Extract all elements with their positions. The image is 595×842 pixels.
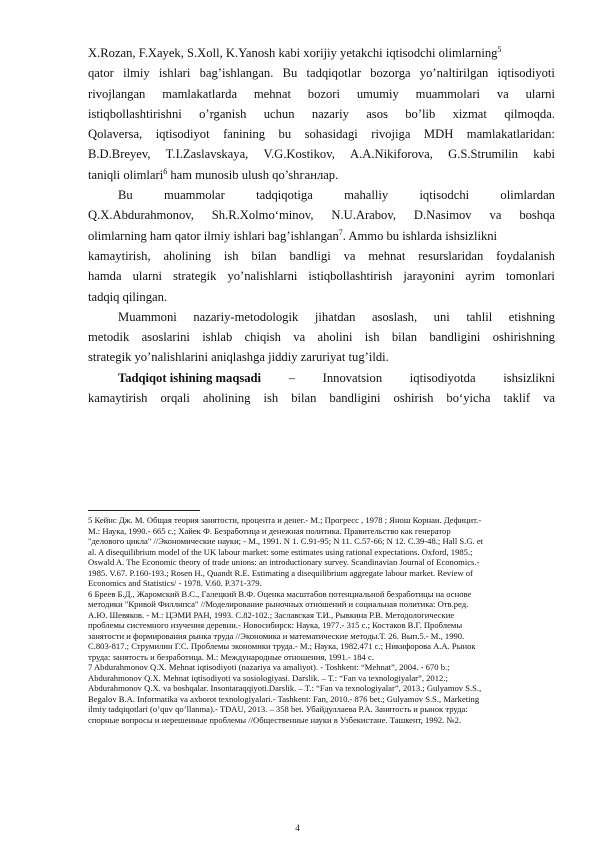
word: uni: [433, 309, 450, 324]
word: aholining: [202, 391, 251, 406]
footnotes: [88, 515, 555, 725]
word: jarayonini: [403, 269, 455, 284]
word: kabi: [533, 147, 555, 162]
footnote-line: ilmiy tadqiqotlari (o’quv qo’llanma).- TDAU, 2013. – 358 bet. Убайдуллаева Р.А. Занятость и рынок труда:: [88, 704, 468, 714]
word: T.I.Zaslavskaya,: [165, 147, 249, 162]
text-line: [88, 287, 555, 307]
word: ularni: [132, 269, 162, 284]
word: sohasidagi: [304, 127, 358, 142]
word: V.G.Kostikov,: [263, 147, 335, 162]
word: bilan: [251, 248, 277, 263]
word: tahlil: [466, 309, 493, 324]
footnote-line: al. A disequilibrium model of the UK labour market: some estimates using rational expectations. Oxford, 1985.;: [88, 546, 473, 557]
word: rivojiga: [371, 127, 411, 142]
footnote-line: методики "Кривой Филлипса" //Моделирование рыночных отношений и социальная политика: Отв.ред.: [88, 599, 469, 609]
word: bozori: [307, 86, 340, 101]
word: Bu: [282, 66, 298, 81]
word: resurslaridan: [418, 248, 484, 263]
word: bilan: [391, 330, 417, 345]
footnote-line: 1985. V.67. P.160-193.; Rosen H., Quandt R.E. Estimating a disequilibrium aggregate labour market. Review of: [88, 567, 473, 578]
word: muammolari: [415, 86, 481, 101]
word: bo‘yicha: [446, 391, 491, 406]
word: umumiy: [356, 86, 399, 101]
word: va: [496, 86, 509, 101]
word: ularni: [525, 86, 555, 101]
text-line: [88, 307, 555, 327]
word: ish: [223, 248, 239, 263]
word: kamaytirish,: [88, 248, 151, 263]
text-line: [88, 84, 555, 104]
footnote-line: Abdurahmonov Q.X. Mehnat iqtisodiyoti va sosiologiyasi. Darslik. – T.: “Fan va texnologiyalar”, 2012.;: [88, 672, 448, 683]
word: bo’lib: [405, 106, 436, 121]
word: uchun: [263, 106, 295, 121]
footnote-line: А.Ю. Шевяков. - М.: ЦЭМИ РАН, 1993. С.82-102.; Заславская Т.И., Рывкина Р.В. Методологические: [88, 609, 455, 620]
bold-lead: Tadqiqot ishining maqsadi: [118, 370, 262, 385]
word: Innovatsion: [322, 370, 383, 385]
text-line: [88, 63, 555, 83]
footnote-line: С.803-817.; Струмилин Г.С. Проблемы экономики труда.- М.; Наука, 1982.471 с.; Никифорова А.А. Рынок: [88, 641, 476, 651]
word: bandligi: [289, 248, 331, 263]
footnote-line: М.: Наука, 1990.- 665 с.; Хайек Ф. Безработица и денежная политика. Правительство как генератор: [88, 525, 451, 536]
word: chiqish: [244, 330, 281, 345]
word: ishlab: [202, 330, 233, 345]
footnote-line: "делового цикла" //Экономические науки; - М., 1991. N 1. С.91-95; N 11. С.57-66; N 12. С.39-48.; Hall S.G. et: [88, 536, 484, 546]
footnote-separator: [88, 510, 200, 511]
word: bozorga: [370, 66, 411, 81]
word: ilmiy: [123, 66, 150, 81]
word: istiqbollashtirish: [308, 269, 393, 284]
word: bandligini: [329, 391, 381, 406]
text-line: [88, 347, 555, 367]
word: oshirishning: [492, 330, 555, 345]
word: mamlakatlarda: [162, 86, 238, 101]
word: metodik: [88, 330, 130, 345]
line-text: strategik yo’nalishlarini aniqlashga jiddiy zaruriyat tug’ildi.: [88, 350, 389, 365]
footnote-line: 5 Кейнс Дж. М. Общая теория занятости, процента и денег.- М.; Прогресс , 1978 ; Янош Корнаи. Дефицит.-: [88, 515, 482, 525]
footnote-ref: 6: [163, 166, 168, 176]
word: o’rganish: [199, 106, 247, 121]
word: asoslash,: [371, 309, 418, 324]
footnote-line: Abdurahmonov Q.X. va boshqalar. Insontaraqqiyoti.Darslik. – T.: “Fan va texnologiyalar”, 2013.; Gulyamov S.S.,: [88, 683, 482, 693]
word: nazariy: [311, 106, 349, 121]
word: hamda: [88, 269, 122, 284]
footnote-line: 7 Abdurahmonov Q.X. Mehnat iqtisodiyoti (nazariya va amaliyot). - Toshkent: “Mehnat”, 2004. - 670 b.;: [88, 662, 450, 672]
word: bandligini: [429, 330, 481, 345]
word: Sh.R.Xolmo‘minov,: [211, 208, 314, 223]
word: mamlakatlaridan:: [466, 127, 555, 142]
word: kamaytirish: [88, 391, 148, 406]
footnote-line: Economics and Statistics/ - 1978. V.60. P.371-379.: [88, 578, 262, 588]
word: Muammoni: [118, 309, 177, 324]
text-line: [88, 226, 555, 246]
word: iqtisodiyoti: [497, 66, 555, 81]
line-text-cont: . Ammo bu ishlarda ishsizlikni: [342, 228, 498, 243]
word: ishsizlikni: [503, 370, 555, 385]
word: va: [489, 208, 502, 223]
word: MDH: [423, 127, 454, 142]
footnote-line: занятости и формирования рынка труда //Экономика и математические методы.Т. 26. Вып.5.- М., 1990.: [88, 630, 465, 641]
line-text: taniqli olimlari: [88, 167, 164, 182]
footnote-line: Oswald A. The Economic theory of trade unions: an introductionary survey. Scandinavian Journal of Economics.-: [88, 557, 480, 567]
word: iqtisodiyotda: [409, 370, 476, 385]
text-line: [88, 124, 555, 144]
word: bag’ishlangan.: [199, 66, 274, 81]
word: Bu: [118, 188, 133, 203]
footnote-line: Begalov B.A. Informatika va axborot texnologiyalari.- Tashkent: Fan, 2010.- 876 bet.; Gulyamov S.S., Marketing: [88, 693, 480, 704]
footnote-line: труда: занятость и безработица. М.: Международные отношения, 1991.- 184 с.: [88, 651, 374, 662]
text-line: [88, 165, 555, 185]
word: Qolaversa,: [88, 127, 143, 142]
word: va: [543, 391, 555, 406]
line-text: X.Rozan, F.Xayek, S.Xoll, K.Yanosh kabi xorijiy yetakchi iqtisodchi olimlarning: [88, 46, 498, 60]
word: ishlari: [158, 66, 191, 81]
word: ayrim: [465, 269, 495, 284]
word: bu: [278, 127, 292, 142]
word: orqali: [160, 391, 190, 406]
text-line: [88, 43, 555, 63]
word: rivojlangan: [88, 86, 146, 101]
word: olimlardan: [500, 188, 555, 203]
word: B.D.Breyev,: [88, 147, 151, 162]
line-text: olimlarning ham qator ilmiy ishlari bag’ishlangan: [88, 228, 339, 243]
line-text: tadqiq qilingan.: [88, 289, 168, 304]
page-number: 4: [295, 823, 300, 833]
main-text: [88, 43, 555, 408]
word: istiqbollashtirishni: [88, 106, 182, 121]
word: yo’naltirilgan: [419, 66, 489, 81]
footnote-ref: 7: [338, 227, 343, 237]
word: tadqiqotlar: [306, 66, 362, 81]
word: tadqiqotiga: [256, 188, 313, 203]
word: D.Nasimov: [413, 208, 472, 223]
word: –: [288, 370, 295, 385]
word: nazariy-metodologik: [193, 309, 299, 324]
word: aholini: [317, 330, 353, 345]
word: qator: [88, 66, 114, 81]
word: tomonlari: [505, 269, 555, 284]
text-line: [88, 144, 555, 164]
text-line: [88, 266, 555, 286]
word: mehnat: [253, 86, 291, 101]
word: iqtisodchi: [419, 188, 470, 203]
word: mahalliy: [344, 188, 389, 203]
word: etishning: [508, 309, 555, 324]
word: bilan: [291, 391, 317, 406]
text-line: [88, 368, 555, 388]
word: A.A.Nikiforova,: [350, 147, 433, 162]
word: qilmoqda.: [504, 106, 555, 121]
word: G.S.Strumilin: [448, 147, 519, 162]
text-line: [88, 205, 555, 225]
text-line: [88, 327, 555, 347]
text-line: [88, 388, 555, 408]
text-line: [88, 185, 555, 205]
word: strategik: [173, 269, 217, 284]
word: fanining: [223, 127, 266, 142]
footnote-ref: 5: [497, 44, 502, 54]
text-line: [88, 246, 555, 266]
word: Q.X.Abdurahmonov,: [88, 208, 194, 223]
footnote-line: проблемы системного изучения деревни.- Новосибирск: Наука, 1977.- 315 с.; Костаков В.Г. Проблемы: [88, 620, 463, 630]
word: mehnat: [368, 248, 406, 263]
word: xizmat: [452, 106, 487, 121]
footnote-line: спорные вопросы и нерешенные проблемы //Общественные науки в Узбекистане. Ташкент, 1992. №2.: [88, 714, 462, 725]
word: va: [293, 330, 306, 345]
word: yo’nalishlarni: [227, 269, 298, 284]
word: muammolar: [163, 188, 225, 203]
word: asoslarini: [141, 330, 190, 345]
word: va: [343, 248, 356, 263]
word: ish: [364, 330, 380, 345]
word: aholining: [163, 248, 212, 263]
word: asos: [366, 106, 388, 121]
line-text-cont: ham munosib ulush qo’shганлар.: [167, 167, 339, 182]
footnote-line: 6 Бреев Б.Д., Жаромский В.С., Галецкий В.Ф. Оценка масштабов потенциальной безработицы на основе: [88, 588, 472, 599]
word: N.U.Arabov,: [331, 208, 396, 223]
word: taklif: [503, 391, 531, 406]
word: oshirish: [393, 391, 434, 406]
text-line: [88, 104, 555, 124]
word: boshqa: [519, 208, 555, 223]
word: iqtisodiyot: [155, 127, 210, 142]
word: ish: [263, 391, 279, 406]
word: jihatdan: [314, 309, 356, 324]
word: foydalanish: [496, 248, 555, 263]
